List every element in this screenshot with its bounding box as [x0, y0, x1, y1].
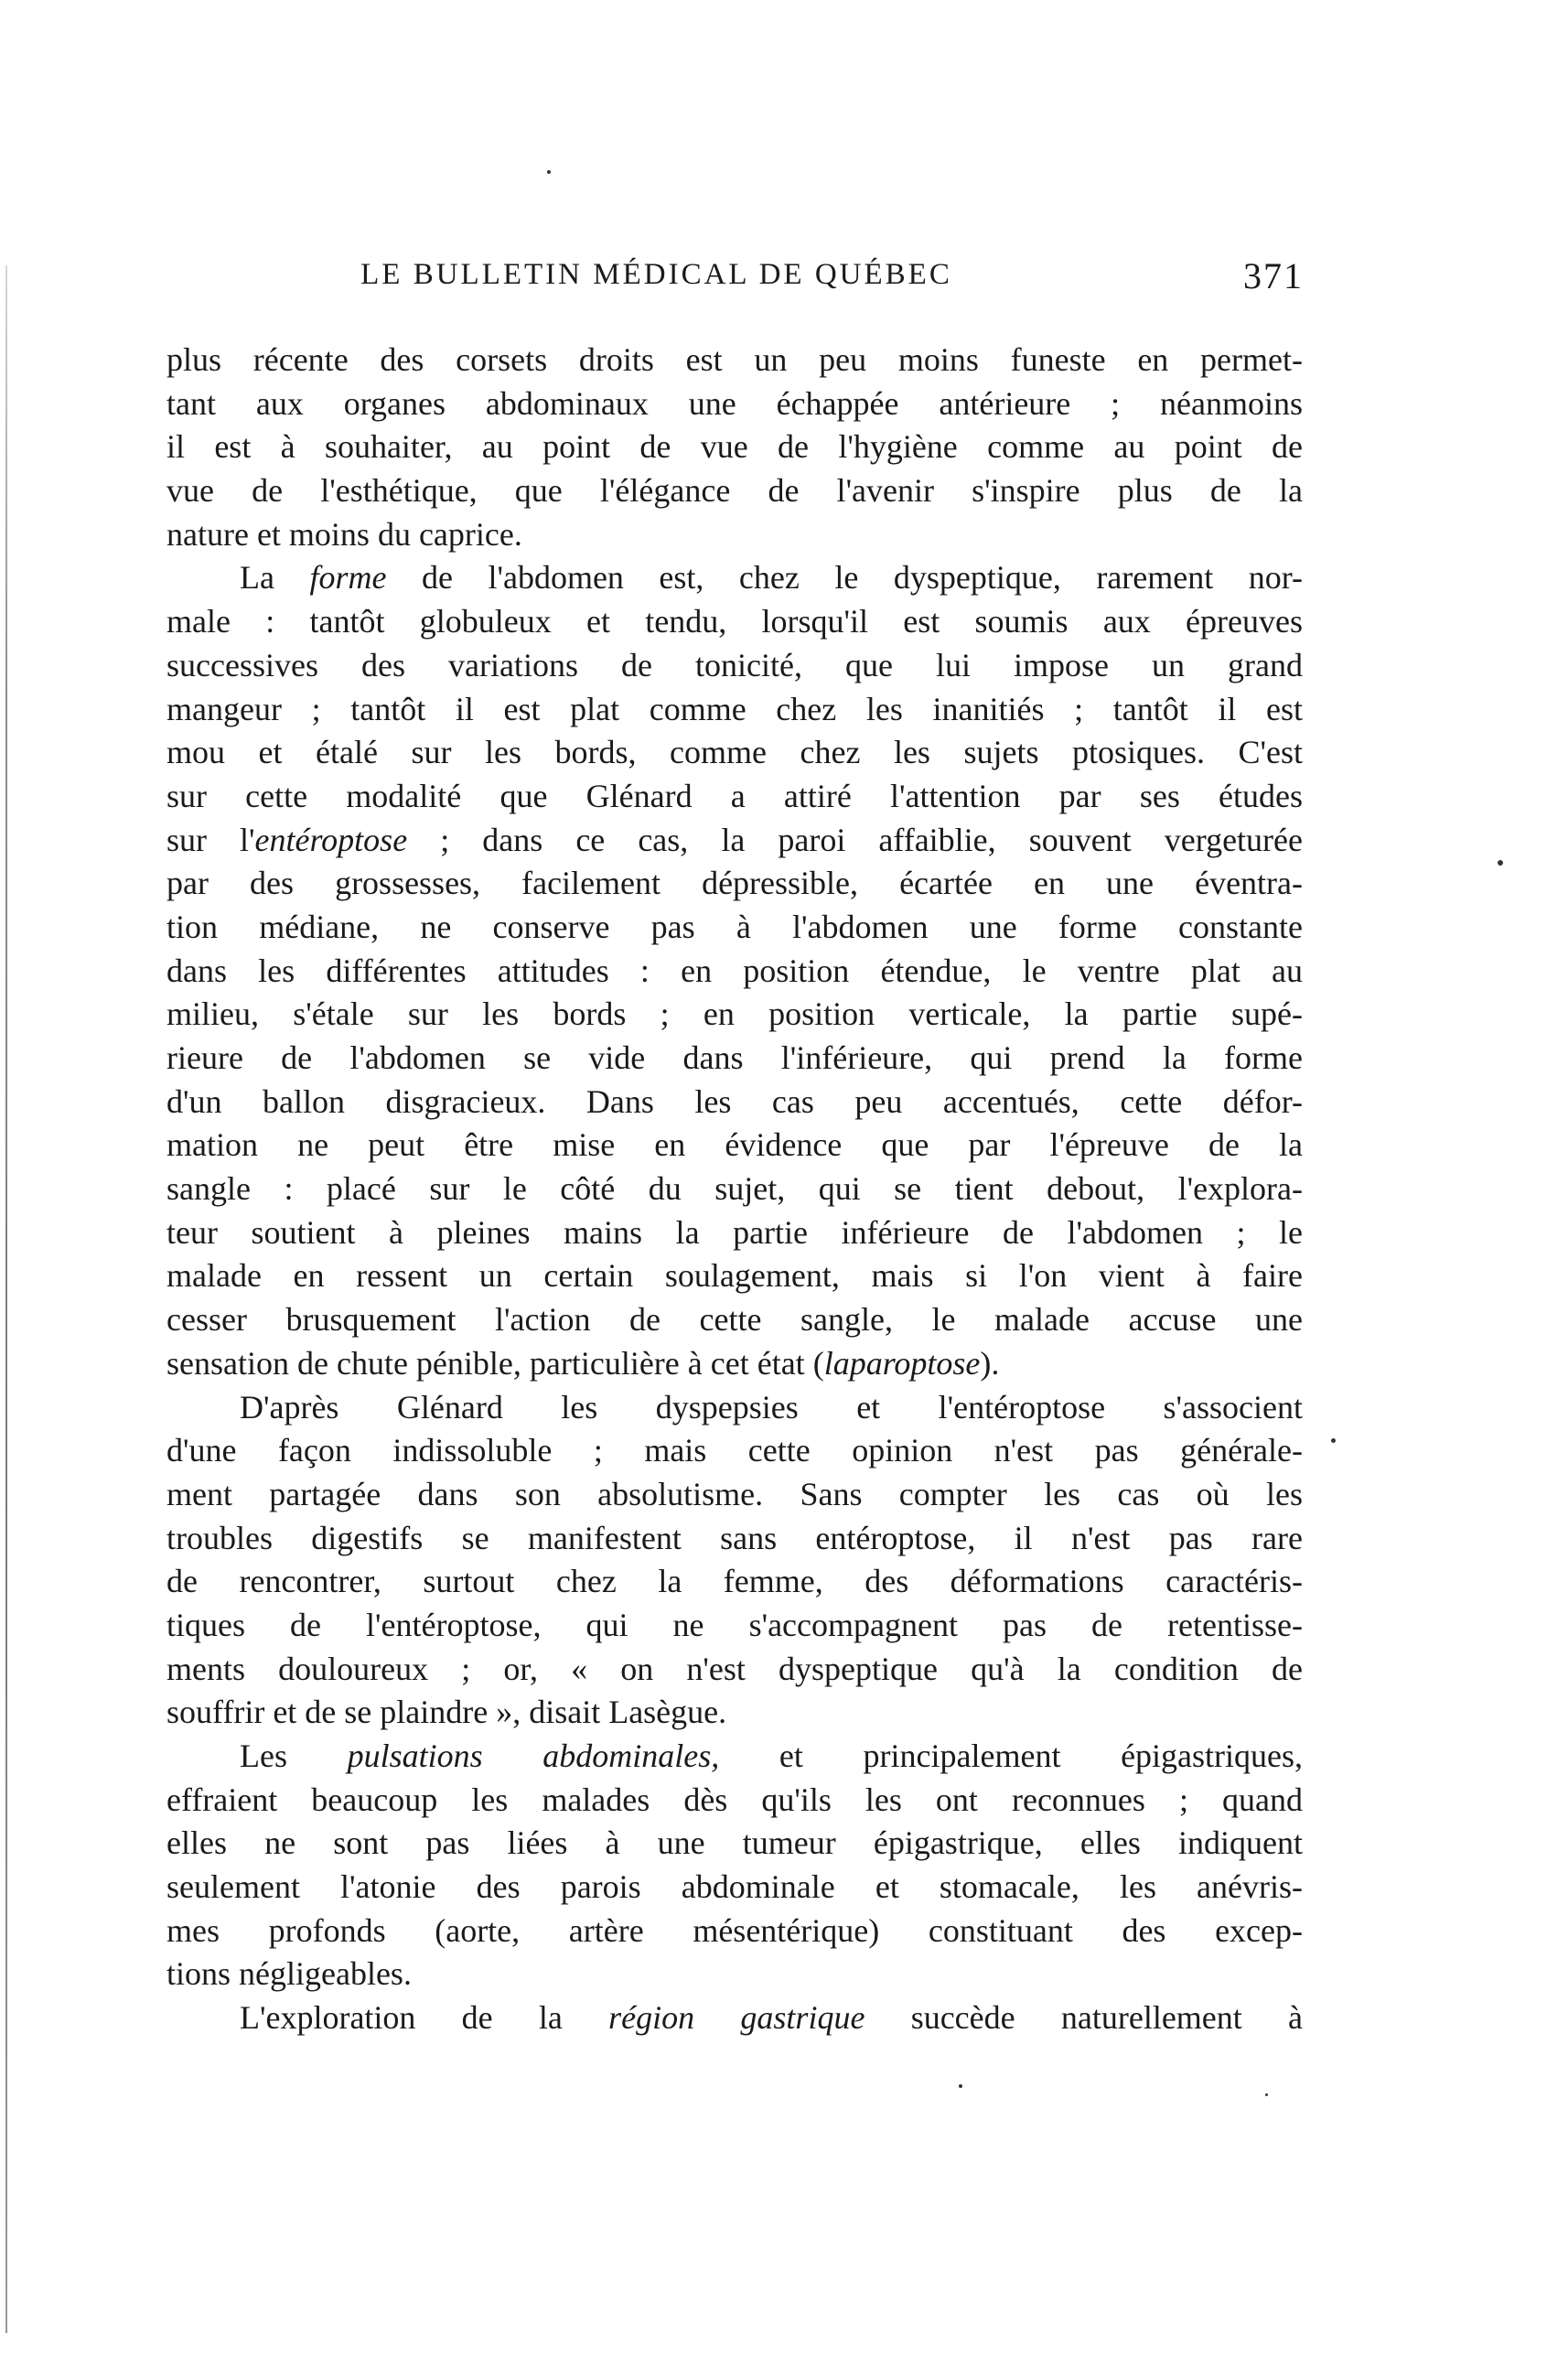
text-line: male : tantôt globuleux et tendu, lorsqu'il est soumis aux épreuves: [166, 603, 1303, 640]
text-line: [166, 1996, 1303, 2040]
text-line: de rencontrer, surtout chez la femme, des déformations caractéris-: [166, 1563, 1303, 1600]
text-line: souffrir et de se plaindre », disait Lasègue.: [166, 1694, 727, 1731]
text-run: ; dans ce cas, la paroi affaiblie, souvent vergeturée: [440, 821, 1303, 858]
text-line: troubles digestifs se manifestent sans entéroptose, il n'est pas rare: [166, 1519, 1303, 1556]
text-line: [166, 1342, 1303, 1386]
text-line: effraient beaucoup les malades dès qu'ils les ont reconnues ; quand: [166, 1781, 1303, 1818]
italic-term: entéroptose: [254, 821, 408, 858]
text-line: mangeur ; tantôt il est plat comme chez les inanitiés ; tantôt il est: [166, 690, 1303, 727]
speck: [547, 170, 551, 174]
text-run: La: [240, 559, 274, 597]
text-run: et principalement épigastriques,: [779, 1738, 1303, 1774]
text-run: succède naturellement à: [910, 1999, 1303, 2037]
text-run: sur l': [166, 821, 255, 858]
text-line: D'après Glénard les dyspepsies et l'entéroptose s'associent: [240, 1388, 1303, 1426]
text-run: Les: [240, 1738, 287, 1774]
body-text: [166, 339, 1303, 2040]
text-line: [166, 819, 1303, 863]
text-run: sensation de chute pénible, particulière à cet état: [166, 1344, 805, 1382]
page-number: 371: [1243, 255, 1304, 296]
text-line: par des grossesses, facilement dépressible, écartée en une éventra-: [166, 865, 1303, 902]
text-line: elles ne sont pas liées à une tumeur épigastrique, elles indiquent: [166, 1824, 1303, 1862]
text-line: il est à souhaiter, au point de vue de l'hygiène comme au point de: [166, 428, 1303, 466]
text-line: plus récente des corsets droits est un peu moins funeste en permet-: [166, 341, 1303, 378]
text-line: teur soutient à pleines mains la partie inférieure de l'abdomen ; le: [166, 1213, 1303, 1251]
text-line: mes profonds (aorte, artère mésentérique) constituant des excep-: [166, 1911, 1303, 1949]
running-title: LE BULLETIN MÉDICAL DE QUÉBEC: [360, 258, 952, 291]
text-line: tions négligeables.: [166, 1955, 412, 1993]
scan-margin-shadow: [5, 265, 7, 2333]
italic-term: pulsations abdominales,: [347, 1738, 720, 1774]
text-line: milieu, s'étale sur les bords ; en position verticale, la partie supé-: [166, 995, 1303, 1033]
text-line: tiques de l'entéroptose, qui ne s'accompagnent pas de retentisse-: [166, 1606, 1303, 1643]
speck: [1498, 860, 1503, 866]
text-line: seulement l'atonie des parois abdominale et stomacale, les anévris-: [166, 1868, 1303, 1906]
text-line: sangle : placé sur le côté du sujet, qui se tient debout, l'explora-: [166, 1170, 1303, 1208]
text-line: successives des variations de tonicité, que lui impose un grand: [166, 646, 1303, 683]
text-line: malade en ressent un certain soulagement, mais si l'on vient à faire: [166, 1257, 1303, 1295]
text-line: mou et étalé sur les bords, comme chez les sujets ptosiques. C'est: [166, 734, 1303, 771]
text-line: d'une façon indissoluble ; mais cette opinion n'est pas générale-: [166, 1432, 1303, 1469]
italic-term: laparoptose: [823, 1344, 981, 1382]
text-run: (: [812, 1344, 824, 1382]
text-line: mation ne peut être mise en évidence que par l'épreuve de la: [166, 1126, 1303, 1164]
text-line: [166, 1735, 1303, 1779]
italic-term: région gastrique: [608, 1999, 865, 2037]
text-line: tion médiane, ne conserve pas à l'abdomen une forme constante: [166, 908, 1303, 945]
text-line: vue de l'esthétique, que l'élégance de l'avenir s'inspire plus de la: [166, 472, 1303, 510]
text-line: d'un ballon disgracieux. Dans les cas peu accentués, cette défor-: [166, 1082, 1303, 1120]
text-line: cesser brusquement l'action de cette sangle, le malade accuse une: [166, 1301, 1303, 1339]
text-line: [166, 556, 1303, 600]
speck: [1331, 1438, 1336, 1443]
text-line: rieure de l'abdomen se vide dans l'inférieure, qui prend la forme: [166, 1039, 1303, 1076]
text-run: ).: [980, 1344, 1000, 1382]
text-line: ment partagée dans son absolutisme. Sans compter les cas où les: [166, 1475, 1303, 1512]
running-header: [165, 255, 1304, 304]
speck: [1265, 2093, 1268, 2096]
italic-term: forme: [309, 559, 387, 597]
text-run: de l'abdomen est, chez le dyspeptique, rarement nor-: [422, 559, 1303, 597]
text-line: sur cette modalité que Glénard a attiré l'attention par ses études: [166, 777, 1303, 814]
text-run: L'exploration de la: [240, 1999, 563, 2037]
text-line: dans les différentes attitudes : en position étendue, le ventre plat au: [166, 952, 1303, 989]
speck: [959, 2084, 962, 2088]
text-line: nature et moins du caprice.: [166, 515, 522, 553]
text-line: ments douloureux ; or, « on n'est dyspeptique qu'à la condition de: [166, 1650, 1303, 1687]
text-line: tant aux organes abdominaux une échappée antérieure ; néanmoins: [166, 384, 1303, 422]
